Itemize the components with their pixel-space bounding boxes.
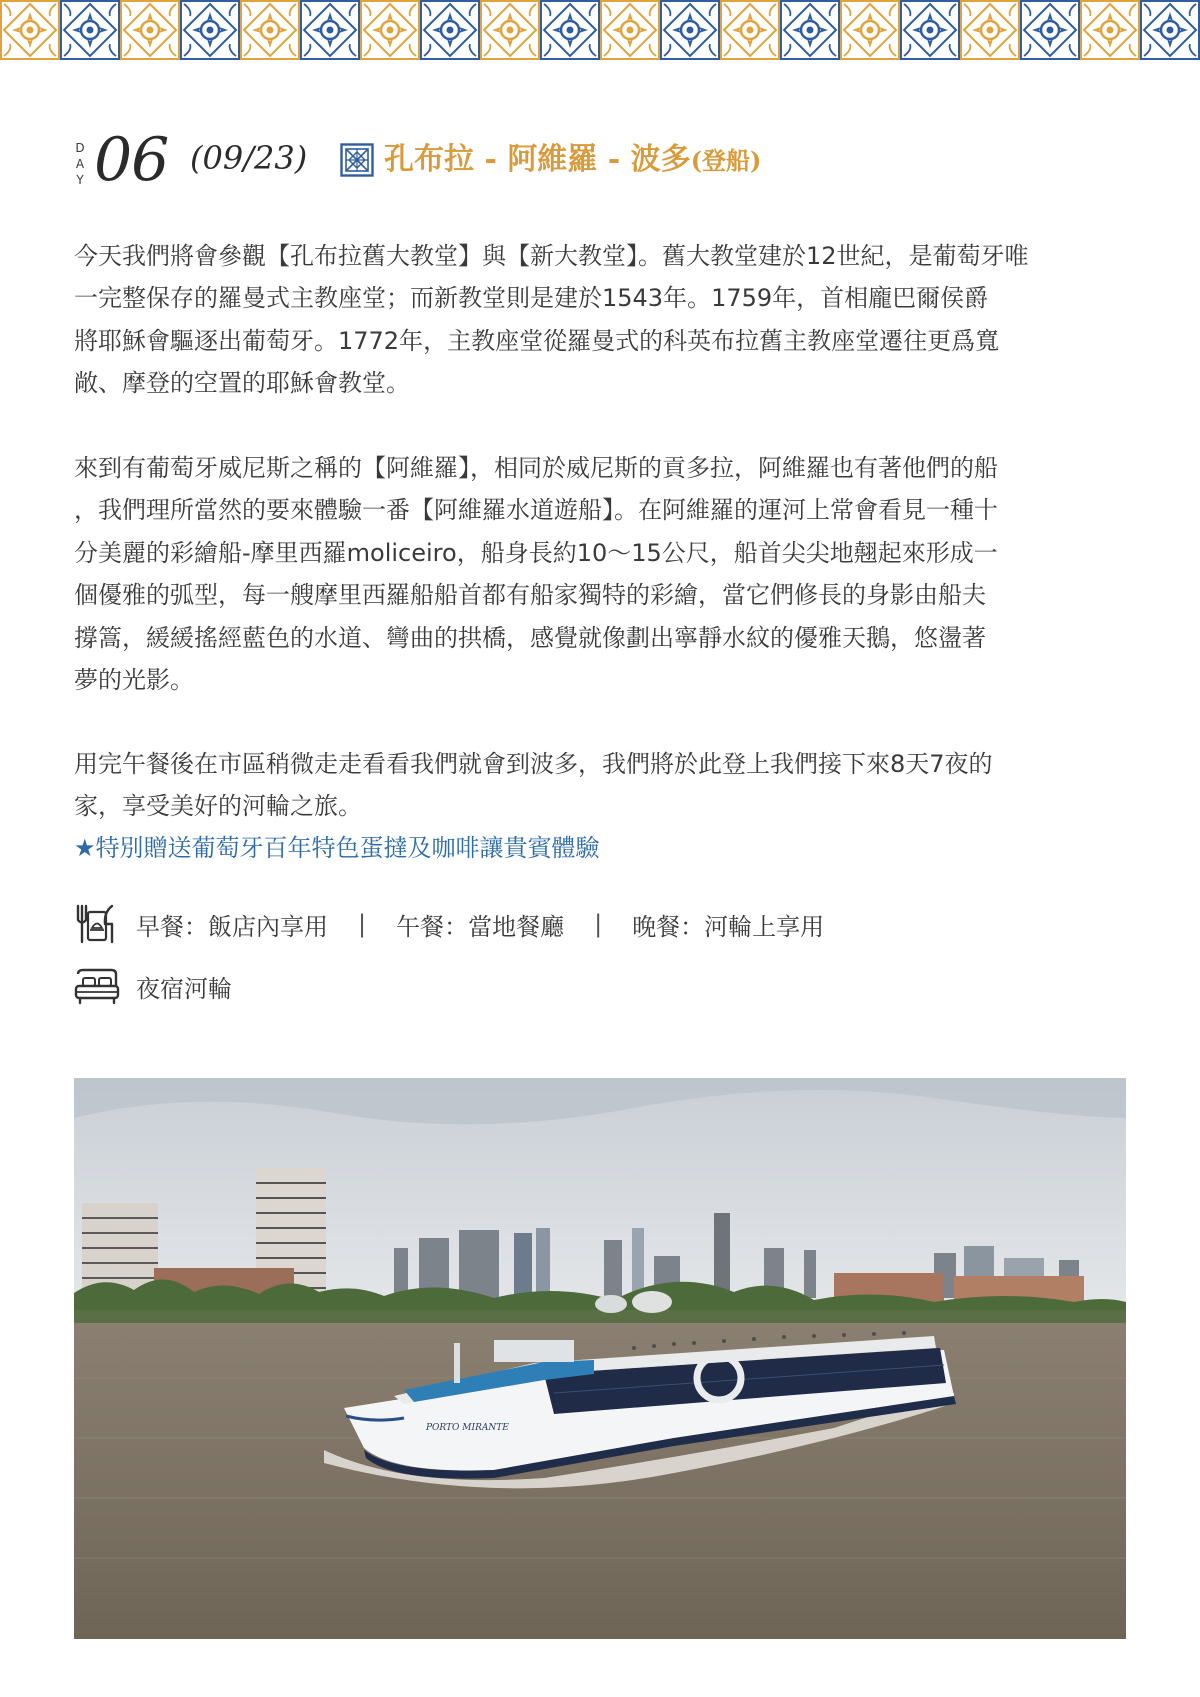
azulejo-tile (540, 0, 600, 60)
utensils-icon (74, 902, 120, 946)
azulejo-tile (780, 0, 840, 60)
river-cruise-photo (74, 1078, 1126, 1639)
ship-name: PORTO MIRANTE (426, 1423, 509, 1433)
dinner-text: 晚餐：河輪上享用 (632, 912, 825, 941)
azulejo-tile (480, 0, 540, 60)
day-number: 06 (94, 125, 169, 195)
text-line: 撐篙，緩緩搖經藍色的水道、彎曲的拱橋，感覺就像劃出寧靜水紋的優雅天鵝，悠盪著 (74, 623, 986, 652)
azulejo-tile (360, 0, 420, 60)
bed-icon (74, 964, 120, 1008)
azulejo-tile (840, 0, 900, 60)
paragraph-coimbra (74, 235, 1130, 405)
azulejo-tile (1020, 0, 1080, 60)
separator: | (358, 910, 367, 938)
azulejo-tile (1140, 0, 1200, 60)
text-line: 夢的光影。 (74, 666, 194, 695)
text-line: 個優雅的弧型，每一艘摩里西羅船船首都有船家獨特的彩繪，當它們修長的身影由船夫 (74, 581, 986, 610)
meals-row (74, 902, 824, 946)
azulejo-tile (720, 0, 780, 60)
paragraph-aveiro (74, 447, 1130, 701)
special-gift-note: ★特別贈送葡萄牙百年特色蛋撻及咖啡讓貴賓體驗 (74, 834, 600, 862)
day-date: (09/23) (190, 139, 308, 177)
separator: | (594, 910, 603, 938)
text-line: 用完午餐後在市區稍微走走看看我們就會到波多，我們將於此登上我們接下來8天7夜的 (74, 750, 993, 778)
lunch-text: 午餐：當地餐廳 (396, 912, 565, 941)
hotel-row (74, 964, 232, 1008)
hotel-text: 夜宿河輪 (136, 974, 232, 1003)
route-note: (登船) (690, 146, 762, 175)
azulejo-tile (180, 0, 240, 60)
text-line: 一完整保存的羅曼式主教座堂；而新教堂則是建於1543年。1759年，首相龐巴爾侯爵 (74, 284, 989, 313)
azulejo-tile-icon (340, 143, 374, 177)
route-text: 孔布拉 - 阿維羅 - 波多 (384, 142, 691, 177)
day-header (74, 125, 1134, 198)
breakfast-text: 早餐：飯店內享用 (136, 912, 328, 941)
tile-border (0, 0, 1200, 60)
text-line: 來到有葡萄牙威尼斯之稱的【阿維羅】，相同於威尼斯的貢多拉，阿維羅也有著他們的船 (74, 454, 998, 482)
azulejo-tile (60, 0, 120, 60)
azulejo-tile (900, 0, 960, 60)
azulejo-tile (960, 0, 1020, 60)
text-line: 敞、摩登的空置的耶穌會教堂。 (74, 369, 410, 398)
text-line: 家，享受美好的河輪之旅。 (74, 792, 362, 821)
azulejo-tile (660, 0, 720, 60)
day-label (74, 140, 86, 188)
azulejo-tile (600, 0, 660, 60)
day-route (384, 140, 761, 181)
azulejo-tile (1080, 0, 1140, 60)
text-line: ，我們理所當然的要來體驗一番【阿維羅水道遊船】。在阿維羅的運河上常會看見一種十 (74, 496, 998, 525)
paragraph-porto (74, 743, 1130, 828)
text-line: 分美麗的彩繪船-摩里西羅moliceiro，船身長約10～15公尺，船首尖尖地翹起來形成一 (74, 538, 998, 567)
azulejo-tile (240, 0, 300, 60)
text-line: 今天我們將會參觀【孔布拉舊大教堂】與【新大教堂】。舊大教堂建於12世紀，是葡萄牙唯 (74, 242, 1029, 270)
day-letter: D (75, 141, 85, 155)
azulejo-tile (300, 0, 360, 60)
day-letter: Y (76, 173, 84, 187)
azulejo-tile (420, 0, 480, 60)
day-letter: A (75, 157, 85, 171)
azulejo-tile (120, 0, 180, 60)
text-line: 將耶穌會驅逐出葡萄牙。1772年，主教座堂從羅曼式的科英布拉舊主教座堂遷往更爲寬 (74, 326, 1000, 355)
azulejo-tile (0, 0, 60, 60)
